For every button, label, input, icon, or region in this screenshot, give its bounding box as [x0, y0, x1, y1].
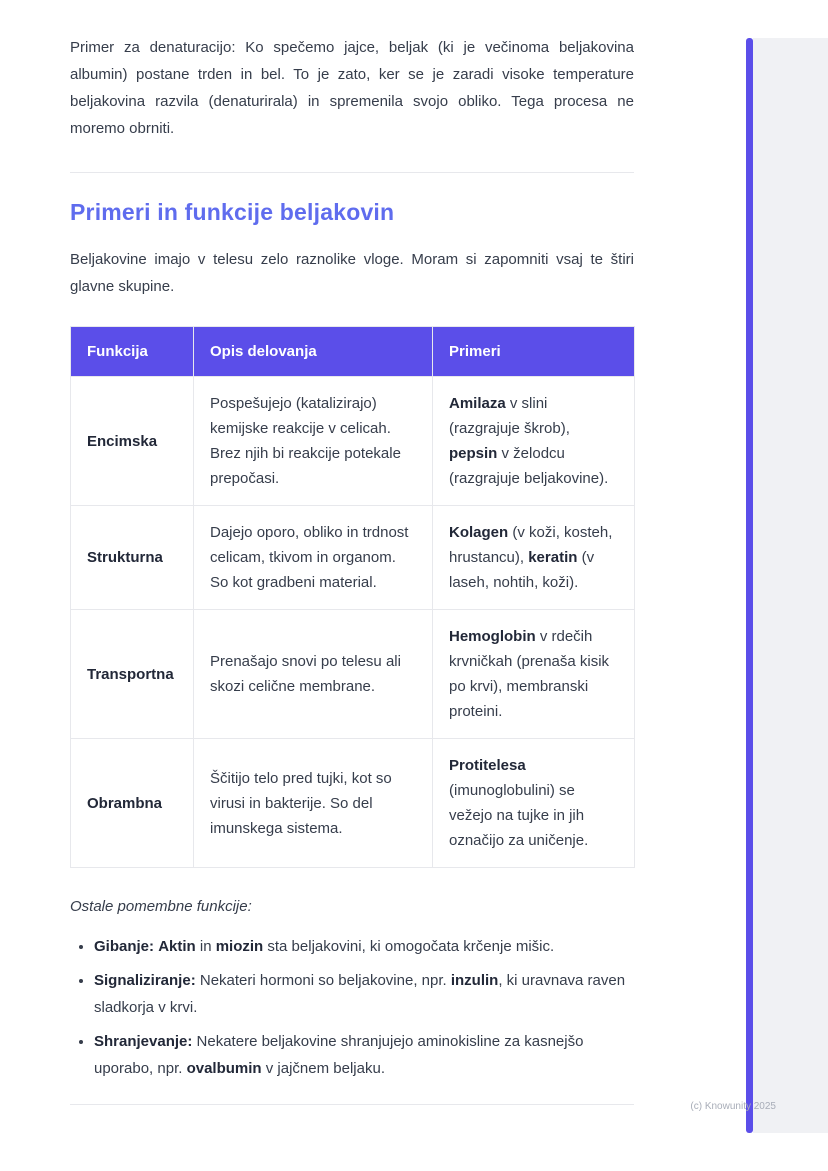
list-item-signaliziranje: • Signaliziranje: Nekateri hormoni so beljakovine, npr. inzulin, ki uravnava raven sladkorja v krvi. — [94, 967, 634, 1021]
copyright-text: (c) Knowunity 2025 — [690, 1101, 776, 1112]
other-functions-label: Ostale pomembne funkcije: — [70, 898, 252, 915]
table-header-row — [71, 327, 635, 377]
cell-funkcija: Strukturna — [71, 506, 194, 610]
cell-funkcija: Transportna — [71, 610, 194, 739]
table-header-funkcija: Funkcija — [71, 327, 194, 377]
cell-opis: Dajejo oporo, obliko in trdnost celicam, tkivom in organom. So kot gradbeni material. — [194, 506, 433, 610]
section-heading: Primeri in funkcije beljakovin — [70, 199, 395, 225]
list-item-shranjevanje: • Shranjevanje: Nekatere beljakovine shranjujejo aminokisline za kasnejšo uporabo, npr. ovalbumin v jajčnem beljaku. — [94, 1028, 634, 1082]
cell-opis: Ščitijo telo pred tujki, kot so virusi in bakterije. So del imunskega sistema. — [194, 739, 433, 868]
table-row — [71, 739, 635, 868]
cell-opis: Pospešujejo (katalizirajo) kemijske reakcije v celicah. Brez njih bi reakcije potekale prepočasi. — [194, 377, 433, 506]
table-row — [71, 610, 635, 739]
cell-primeri: Kolagen (v koži, kosteh, hrustancu), keratin (v laseh, nohtih, koži). — [433, 506, 635, 610]
background-panel — [753, 38, 828, 1133]
cell-funkcija: Obrambna — [71, 739, 194, 868]
list-item-gibanje: • Gibanje: Aktin in miozin sta beljakovini, ki omogočata krčenje mišic. — [94, 933, 634, 960]
cell-opis: Prenašajo snovi po telesu ali skozi celične membrane. — [194, 610, 433, 739]
divider-top — [70, 172, 634, 173]
cell-primeri: Hemoglobin v rdečih krvničkah (prenaša kisik po krvi), membranski proteini. — [433, 610, 635, 739]
cell-primeri: Amilaza v slini (razgrajuje škrob), pepsin v želodcu (razgrajuje beljakovine). — [433, 377, 635, 506]
table-row — [71, 506, 635, 610]
cell-primeri: Protitelesa (imunoglobulini) se vežejo na tujke in jih označijo za uničenje. — [433, 739, 635, 868]
table-header-primeri: Primeri — [433, 327, 635, 377]
other-functions-list — [70, 933, 634, 1082]
page-content — [70, 0, 634, 1105]
page-edge-accent — [746, 38, 753, 1133]
table-row — [71, 377, 635, 506]
table-header-opis: Opis delovanja — [194, 327, 433, 377]
lead-paragraph: Beljakovine imajo v telesu zelo raznolike vloge. Moram si zapomniti vsaj te štiri glavne skupine. — [70, 251, 634, 295]
cell-funkcija: Encimska — [71, 377, 194, 506]
divider-bottom — [70, 1104, 634, 1105]
intro-paragraph: Primer za denaturacijo: Ko spečemo jajce, beljak (ki je večinoma beljakovina albumin) postane trden in bel. To je zato, ker se je zaradi visoke temperature beljakovina razvila (denaturirala) in spremenila svojo obliko. Tega procesa ne moremo obrniti. — [70, 39, 634, 137]
protein-functions-table — [70, 326, 635, 868]
